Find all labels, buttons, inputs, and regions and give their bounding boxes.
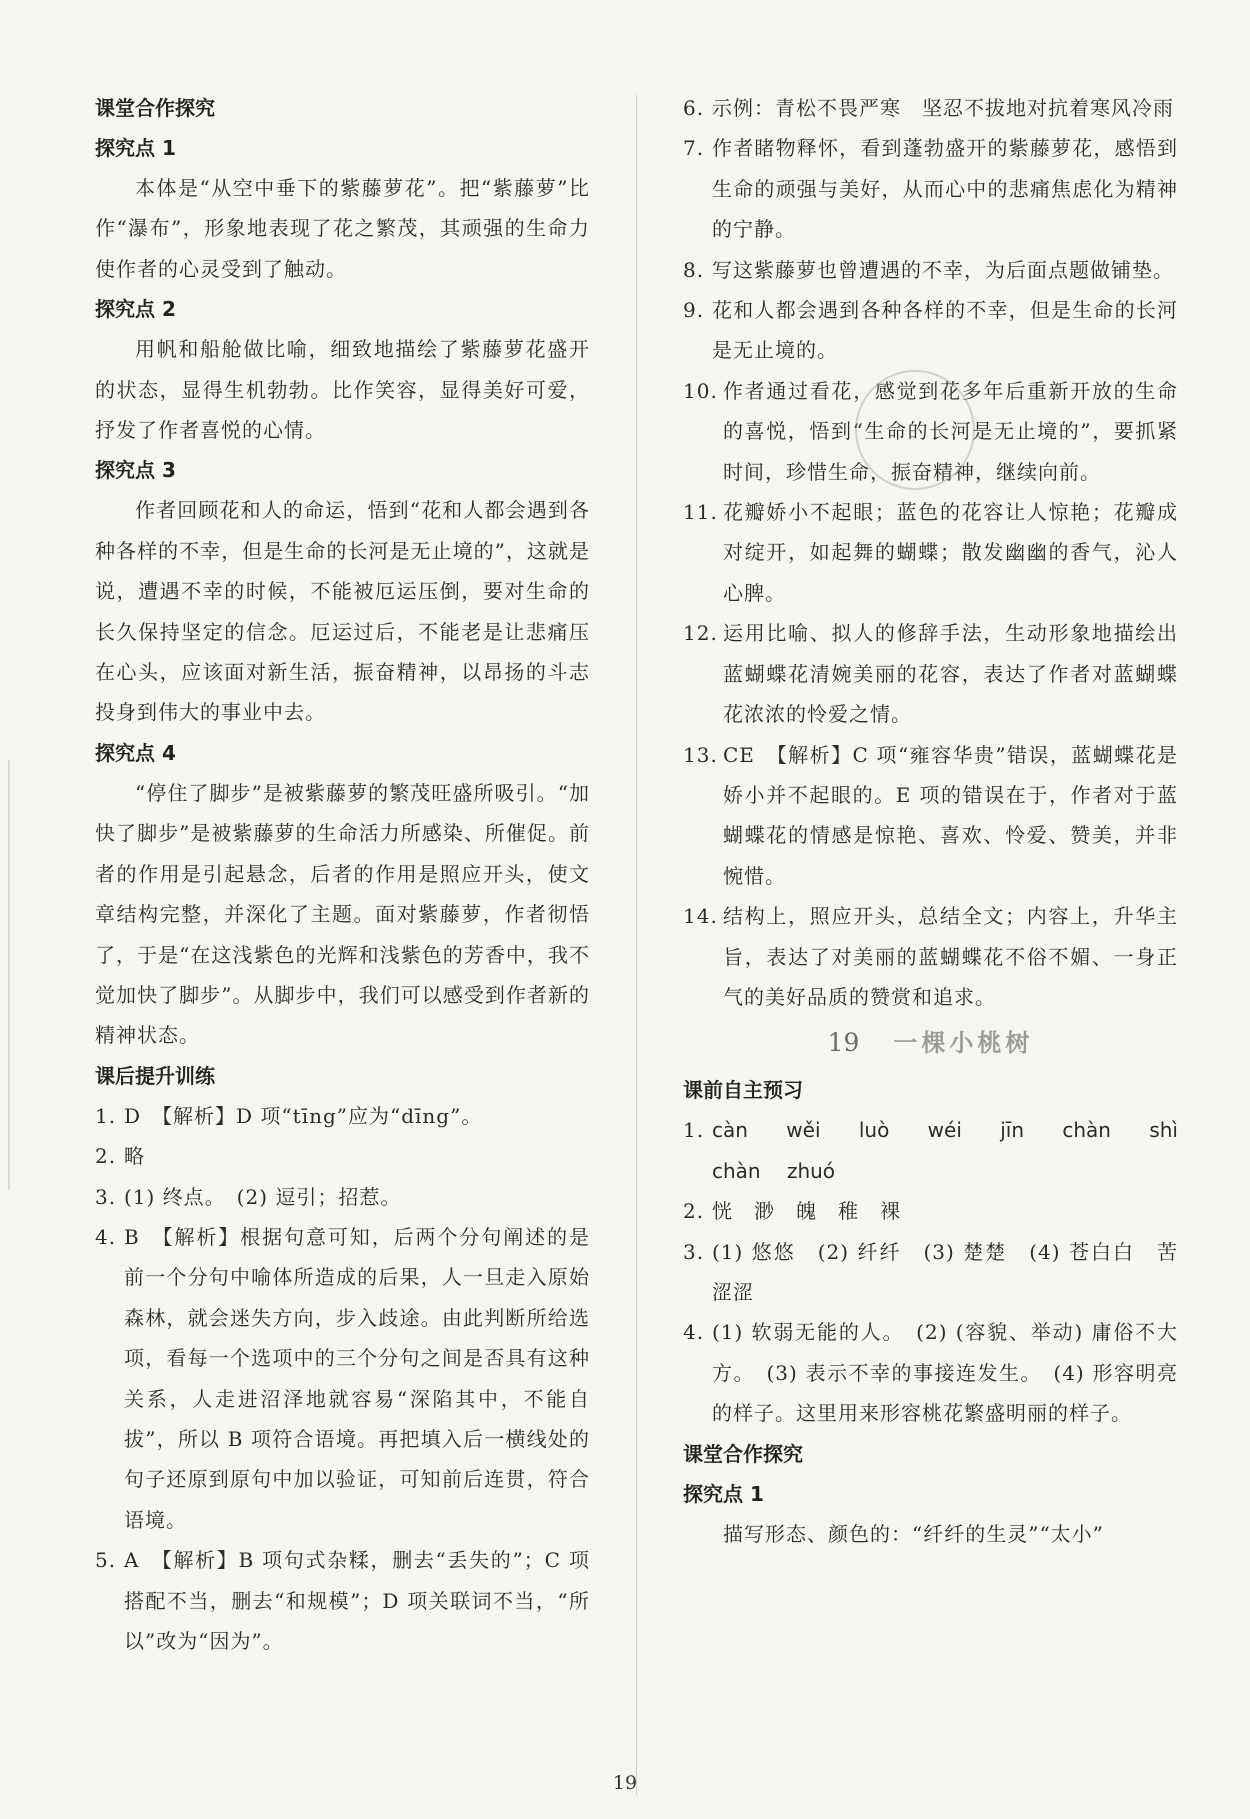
answer-item: 2. 略 <box>95 1144 145 1169</box>
section-title-preview: 课前自主预习 <box>683 1078 803 1103</box>
inquiry-point-2-text: 用帆和船舱做比喻，细致地描绘了紫藤萝花盛开的状态，显得生机勃勃。比作笑容，显得美好可爱，抒发了作者喜悦的心情。 <box>95 337 590 443</box>
answer-item: 1. càn wěi luò wéi jīn chàn shì chàn zhuó <box>683 1118 1178 1183</box>
lesson-title: 一棵小桃树 <box>893 1029 1034 1058</box>
answer-item: 2. 恍 渺 魄 稚 裸 <box>683 1199 901 1224</box>
answer-item: 14. 结构上，照应开头，总结全文；内容上，升华主旨，表达了对美丽的蓝蝴蝶花不俗不媚、一身正气的美好品质的赞赏和追求。 <box>683 904 1178 1009</box>
inquiry-point-3-text: 作者回顾花和人的命运，悟到“花和人都会遇到各种各样的不幸，但是生命的长河是无止境的”，这就是说，遭遇不幸的时候，不能被厄运压倒，要对生命的长久保持坚定的信念。厄运过后，不能老是让悲痛压在心头，应该面对新生活，振奋精神，以昂扬的斗志投身到伟大的事业中去。 <box>95 498 590 725</box>
column-divider <box>636 95 637 1795</box>
answer-item: 4. (1) 软弱无能的人。 (2) (容貌、举动) 庸俗不大方。 (3) 表示不幸的事接连发生。 (4) 形容明亮的样子。这里用来形容桃花繁盛明丽的样子。 <box>683 1320 1178 1426</box>
lesson-heading <box>683 1023 1178 1066</box>
inquiry-point-3-title: 探究点 3 <box>95 458 176 483</box>
section-title-classroom: 课堂合作探究 <box>95 96 215 120</box>
inquiry-point-4-title: 探究点 4 <box>95 740 176 765</box>
answer-item: 8. 写这紫藤萝也曾遭遇的不幸，为后面点题做铺垫。 <box>683 257 1174 282</box>
answer-item: 3. (1) 悠悠 (2) 纤纤 (3) 楚楚 (4) 苍白白 苦涩涩 <box>683 1239 1178 1304</box>
answer-item: 1. D 【解析】D 项“tīng”应为“dīng”。 <box>95 1103 483 1128</box>
inquiry-point-2-title: 探究点 2 <box>95 297 176 322</box>
answer-item: 9. 花和人都会遇到各种各样的不幸，但是生命的长河是无止境的。 <box>683 298 1178 363</box>
inquiry-point-1-title: 探究点 1 <box>95 136 176 160</box>
answer-item: 7. 作者睹物释怀，看到蓬勃盛开的紫藤萝花，感悟到生命的顽强与美好，从而心中的悲痛焦虑化为精神的宁静。 <box>683 136 1178 242</box>
answer-item: 4. B 【解析】根据句意可知，后两个分句阐述的是前一个分句中喻体所造成的后果，人一旦走入原始森林，就会迷失方向，步入歧途。由此判断所给选项，看每一个选项中的三个分句之间是否具有这种关系，人走进沼泽地就容易“深陷其中，不能自拔”，所以 B 项符合语境。再把填入后一横线处的句子还原到原句中加以验证，可知前后连贯，符合语境。 <box>95 1224 590 1532</box>
lesson-number: 19 <box>827 1028 860 1058</box>
inquiry-point-4-text: “停住了脚步”是被紫藤萝的繁茂旺盛所吸引。“加快了脚步”是被紫藤萝的生命活力所感染、所催促。前者的作用是引起悬念，后者的作用是照应开头，使文章结构完整，并深化了主题。面对紫藤萝，作者彻悟了，于是“在这浅紫色的光辉和浅紫色的芳香中，我不觉加快了脚步”。从脚步中，我们可以感受到作者新的精神状态。 <box>95 780 590 1048</box>
section-title-classroom-2: 课堂合作探究 <box>683 1441 803 1466</box>
answer-item: 6. 示例：青松不畏严寒 坚忍不拔地对抗着寒风冷雨 <box>683 96 1174 120</box>
stamp-watermark <box>855 370 975 490</box>
inquiry-point-1-text: 本体是“从空中垂下的紫藤萝花”。把“紫藤萝”比作“瀑布”，形象地表现了花之繁茂，其顽强的生命力使作者的心灵受到了触动。 <box>95 176 590 281</box>
answer-item: 12. 运用比喻、拟人的修辞手法，生动形象地描绘出蓝蝴蝶花清婉美丽的花容，表达了作者对蓝蝴蝶花浓浓的怜爱之情。 <box>683 621 1178 727</box>
page-edge <box>8 760 10 1190</box>
answer-item: 13. CE 【解析】C 项“雍容华贵”错误，蓝蝴蝶花是娇小并不起眼的。E 项的错误在于，作者对于蓝蝴蝶花的情感是惊艳、喜欢、怜爱、赞美，并非惋惜。 <box>683 742 1178 888</box>
answer-item: 3. (1) 终点。 (2) 逗引；招惹。 <box>95 1184 402 1209</box>
section-title-after-class: 课后提升训练 <box>95 1063 215 1088</box>
inquiry-point-1-text-2: 描写形态、颜色的：“纤纤的生灵”“太小” <box>723 1521 1104 1546</box>
answer-item: 5. A 【解析】B 项句式杂糅，删去“丢失的”；C 项搭配不当，删去“和规模”；D 项关联词不当，“所以”改为“因为”。 <box>95 1548 590 1653</box>
inquiry-point-1-title-2: 探究点 1 <box>683 1481 764 1506</box>
right-column <box>683 88 1178 1554</box>
page-number: 19 <box>612 1772 638 1794</box>
answer-item: 11. 花瓣娇小不起眼；蓝色的花容让人惊艳；花瓣成对绽开，如起舞的蝴蝶；散发幽幽的香气，沁人心脾。 <box>683 500 1178 605</box>
answer-item: 10. 作者通过看花，感觉到花多年后重新开放的生命的喜悦，悟到“生命的长河是无止境的”，要抓紧时间，珍惜生命，振奋精神，继续向前。 <box>683 378 1178 484</box>
left-column <box>95 88 590 1661</box>
